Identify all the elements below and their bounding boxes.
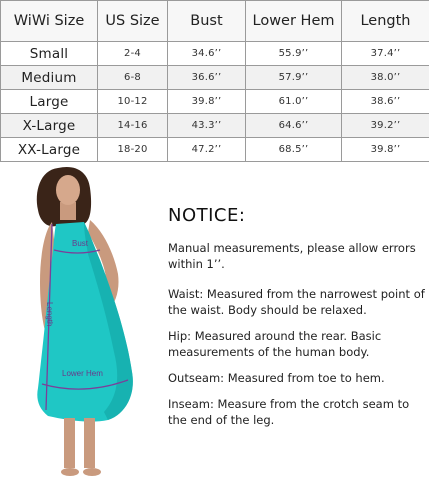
cell-length: 38.0’’ <box>342 66 429 90</box>
definition-waist <box>168 286 426 318</box>
definition-outseam <box>168 370 426 386</box>
cell-us-size: 10-12 <box>98 90 168 114</box>
model-illustration <box>0 162 158 481</box>
cell-bust: 36.6’’ <box>168 66 246 90</box>
lower-hem-label: Lower Hem <box>62 369 103 378</box>
cell-length: 37.4’’ <box>342 42 429 66</box>
cell-length: 38.6’’ <box>342 90 429 114</box>
left-foot <box>61 468 79 476</box>
table-row <box>1 42 429 66</box>
notice-title: NOTICE: <box>168 205 426 226</box>
cell-wiwi-size: XX-Large <box>1 138 98 162</box>
size-chart-table <box>0 0 429 162</box>
definition-text: Measured from the narrowest point of the waist. Body should be relaxed. <box>168 287 425 317</box>
cell-lower-hem: 57.9’’ <box>246 66 342 90</box>
notice-panel <box>168 205 426 438</box>
right-foot <box>83 468 101 476</box>
table-header-row <box>1 1 429 42</box>
definition-term: Hip: <box>168 329 191 343</box>
table-row <box>1 138 429 162</box>
definition-term: Inseam: <box>168 397 214 411</box>
cell-us-size: 14-16 <box>98 114 168 138</box>
cell-us-size: 6-8 <box>98 66 168 90</box>
cell-bust: 34.6’’ <box>168 42 246 66</box>
cell-lower-hem: 61.0’’ <box>246 90 342 114</box>
cell-bust: 39.8’’ <box>168 90 246 114</box>
cell-lower-hem: 68.5’’ <box>246 138 342 162</box>
definition-text: Measure from the crotch seam to the end of the leg. <box>168 397 409 427</box>
definition-inseam <box>168 396 426 428</box>
cell-wiwi-size: Large <box>1 90 98 114</box>
left-leg <box>64 418 75 468</box>
header-bust: Bust <box>168 1 246 42</box>
face-shape <box>56 175 80 205</box>
cell-wiwi-size: Small <box>1 42 98 66</box>
table-row <box>1 66 429 90</box>
model-photo <box>0 162 158 481</box>
cell-us-size: 18-20 <box>98 138 168 162</box>
definition-hip <box>168 328 426 360</box>
cell-us-size: 2-4 <box>98 42 168 66</box>
definition-text: Measured from toe to hem. <box>228 371 385 385</box>
cell-wiwi-size: X-Large <box>1 114 98 138</box>
right-leg <box>84 418 95 468</box>
header-length: Length <box>342 1 429 42</box>
definition-text: Measured around the rear. Basic measurements of the human body. <box>168 329 381 359</box>
cell-bust: 43.3’’ <box>168 114 246 138</box>
cell-length: 39.2’’ <box>342 114 429 138</box>
definition-term: Waist: <box>168 287 203 301</box>
cell-lower-hem: 55.9’’ <box>246 42 342 66</box>
length-label: Length <box>45 302 54 326</box>
header-lower-hem: Lower Hem <box>246 1 342 42</box>
cell-length: 39.8’’ <box>342 138 429 162</box>
header-wiwi-size: WiWi Size <box>1 1 98 42</box>
header-us-size: US Size <box>98 1 168 42</box>
cell-lower-hem: 64.6’’ <box>246 114 342 138</box>
table-row <box>1 90 429 114</box>
cell-wiwi-size: Medium <box>1 66 98 90</box>
cell-bust: 47.2’’ <box>168 138 246 162</box>
bust-label: Bust <box>72 239 89 248</box>
table-row <box>1 114 429 138</box>
definition-term: Outseam: <box>168 371 224 385</box>
notice-intro: Manual measurements, please allow errors within 1’’. <box>168 240 426 272</box>
